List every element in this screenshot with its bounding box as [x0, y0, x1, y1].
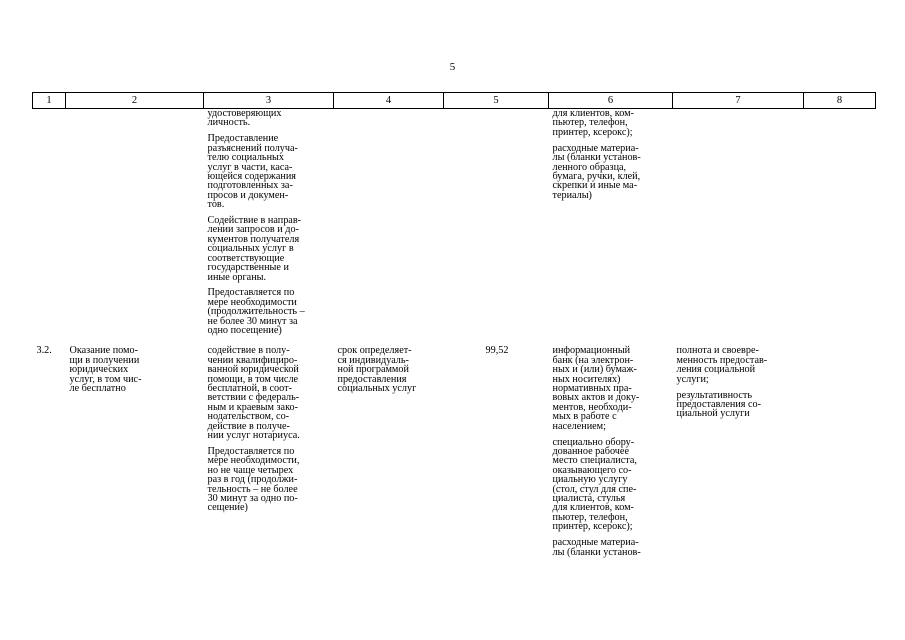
- paragraph: специально обору- дованное рабочее место специалиста, оказывающего со- циальную услугу (стол, стул для спе- циалиста, стулья для клиентов, ком- пьютер, телефон, принтер, ксерокс);: [552, 436, 637, 533]
- paragraph: Содействие в направ- лении запросов и до- кументов получателя социальных услуг в соответствующие государственные и иные органы.: [207, 215, 302, 283]
- cell-deadline: [334, 109, 444, 336]
- paragraph: содействие в полу- чении квалифициро- ванной юридической помощи, в том числе бесплатной, в соот- ветствии с федераль- ным и краевым зако- нодательством, со- действие в получе- нии услуг нотариуса.: [207, 345, 300, 442]
- paragraph: расходные материа- лы (бланки установ- ленного образца, бумага, ручки, клей, скрепки и иные ма- териалы): [552, 142, 641, 201]
- cell-conditions: [549, 109, 673, 336]
- cell-indicators: [673, 346, 804, 557]
- header-cell-7: 7: [673, 93, 804, 109]
- paragraph: Предоставление разъяснений получа- телю социальных услуг в части, каса- ющейся содержания подготовленных за- просов и докумен- тов.: [207, 133, 298, 211]
- cell-name: Оказание помо- щи в получении юридических услуг, в том чис- ле бесплатно: [69, 345, 142, 395]
- cell-conditions: [549, 346, 673, 557]
- header-cell-5: 5: [444, 93, 549, 109]
- header-cell-3: 3: [204, 93, 334, 109]
- page-number: 5: [449, 61, 456, 73]
- paragraph: Предоставляется по мере необходимости (продолжительность – не более 30 минут за одно посещение): [207, 287, 305, 337]
- paragraph: расходные материа- лы (бланки установ-: [552, 537, 641, 558]
- header-cell-2: 2: [66, 93, 204, 109]
- cell-num: 3.2.: [36, 345, 52, 357]
- row-3-2: [33, 346, 876, 557]
- header-cell-8: 8: [804, 93, 876, 109]
- cell-tariff: 99,52: [485, 345, 509, 357]
- header-cell-4: 4: [334, 93, 444, 109]
- paragraph: удостоверяющих личность.: [207, 108, 282, 129]
- paragraph: для клиентов, ком- пьютер, телефон, принтер, ксерокс);: [552, 108, 634, 138]
- paragraph: полнота и своевре- менность предостав- ления социальной услуги;: [676, 345, 768, 385]
- cell-tariff: [444, 109, 549, 336]
- header-cell-1: 1: [33, 93, 66, 109]
- cell-extra: [804, 109, 876, 336]
- cell-description: [204, 109, 334, 336]
- cell-num: [33, 109, 66, 336]
- continued-row: [33, 109, 876, 336]
- services-table: [32, 92, 876, 557]
- header-row: [33, 93, 876, 109]
- header-cell-6: 6: [549, 93, 673, 109]
- cell-indicators: [673, 109, 804, 336]
- cell-description: [204, 346, 334, 557]
- paragraph: Предоставляется по мере необходимости, но не чаще четырех раз в год (продолжи- тельность – не более 30 минут за одно по- сещение): [207, 446, 300, 514]
- cell-extra: [804, 346, 876, 557]
- paragraph: результативность предоставления со- циальной услуги: [676, 389, 762, 420]
- cell-name: [66, 109, 204, 336]
- paragraph: информационный банк (на электрон- ных и (или) бумаж- ных носителях) нормативных пра- вовых актов и доку- ментов, необходи- мых в работе с населением;: [552, 345, 640, 432]
- cell-deadline: срок определяет- ся индивидуаль- ной программой предоставления социальных услуг: [337, 345, 417, 395]
